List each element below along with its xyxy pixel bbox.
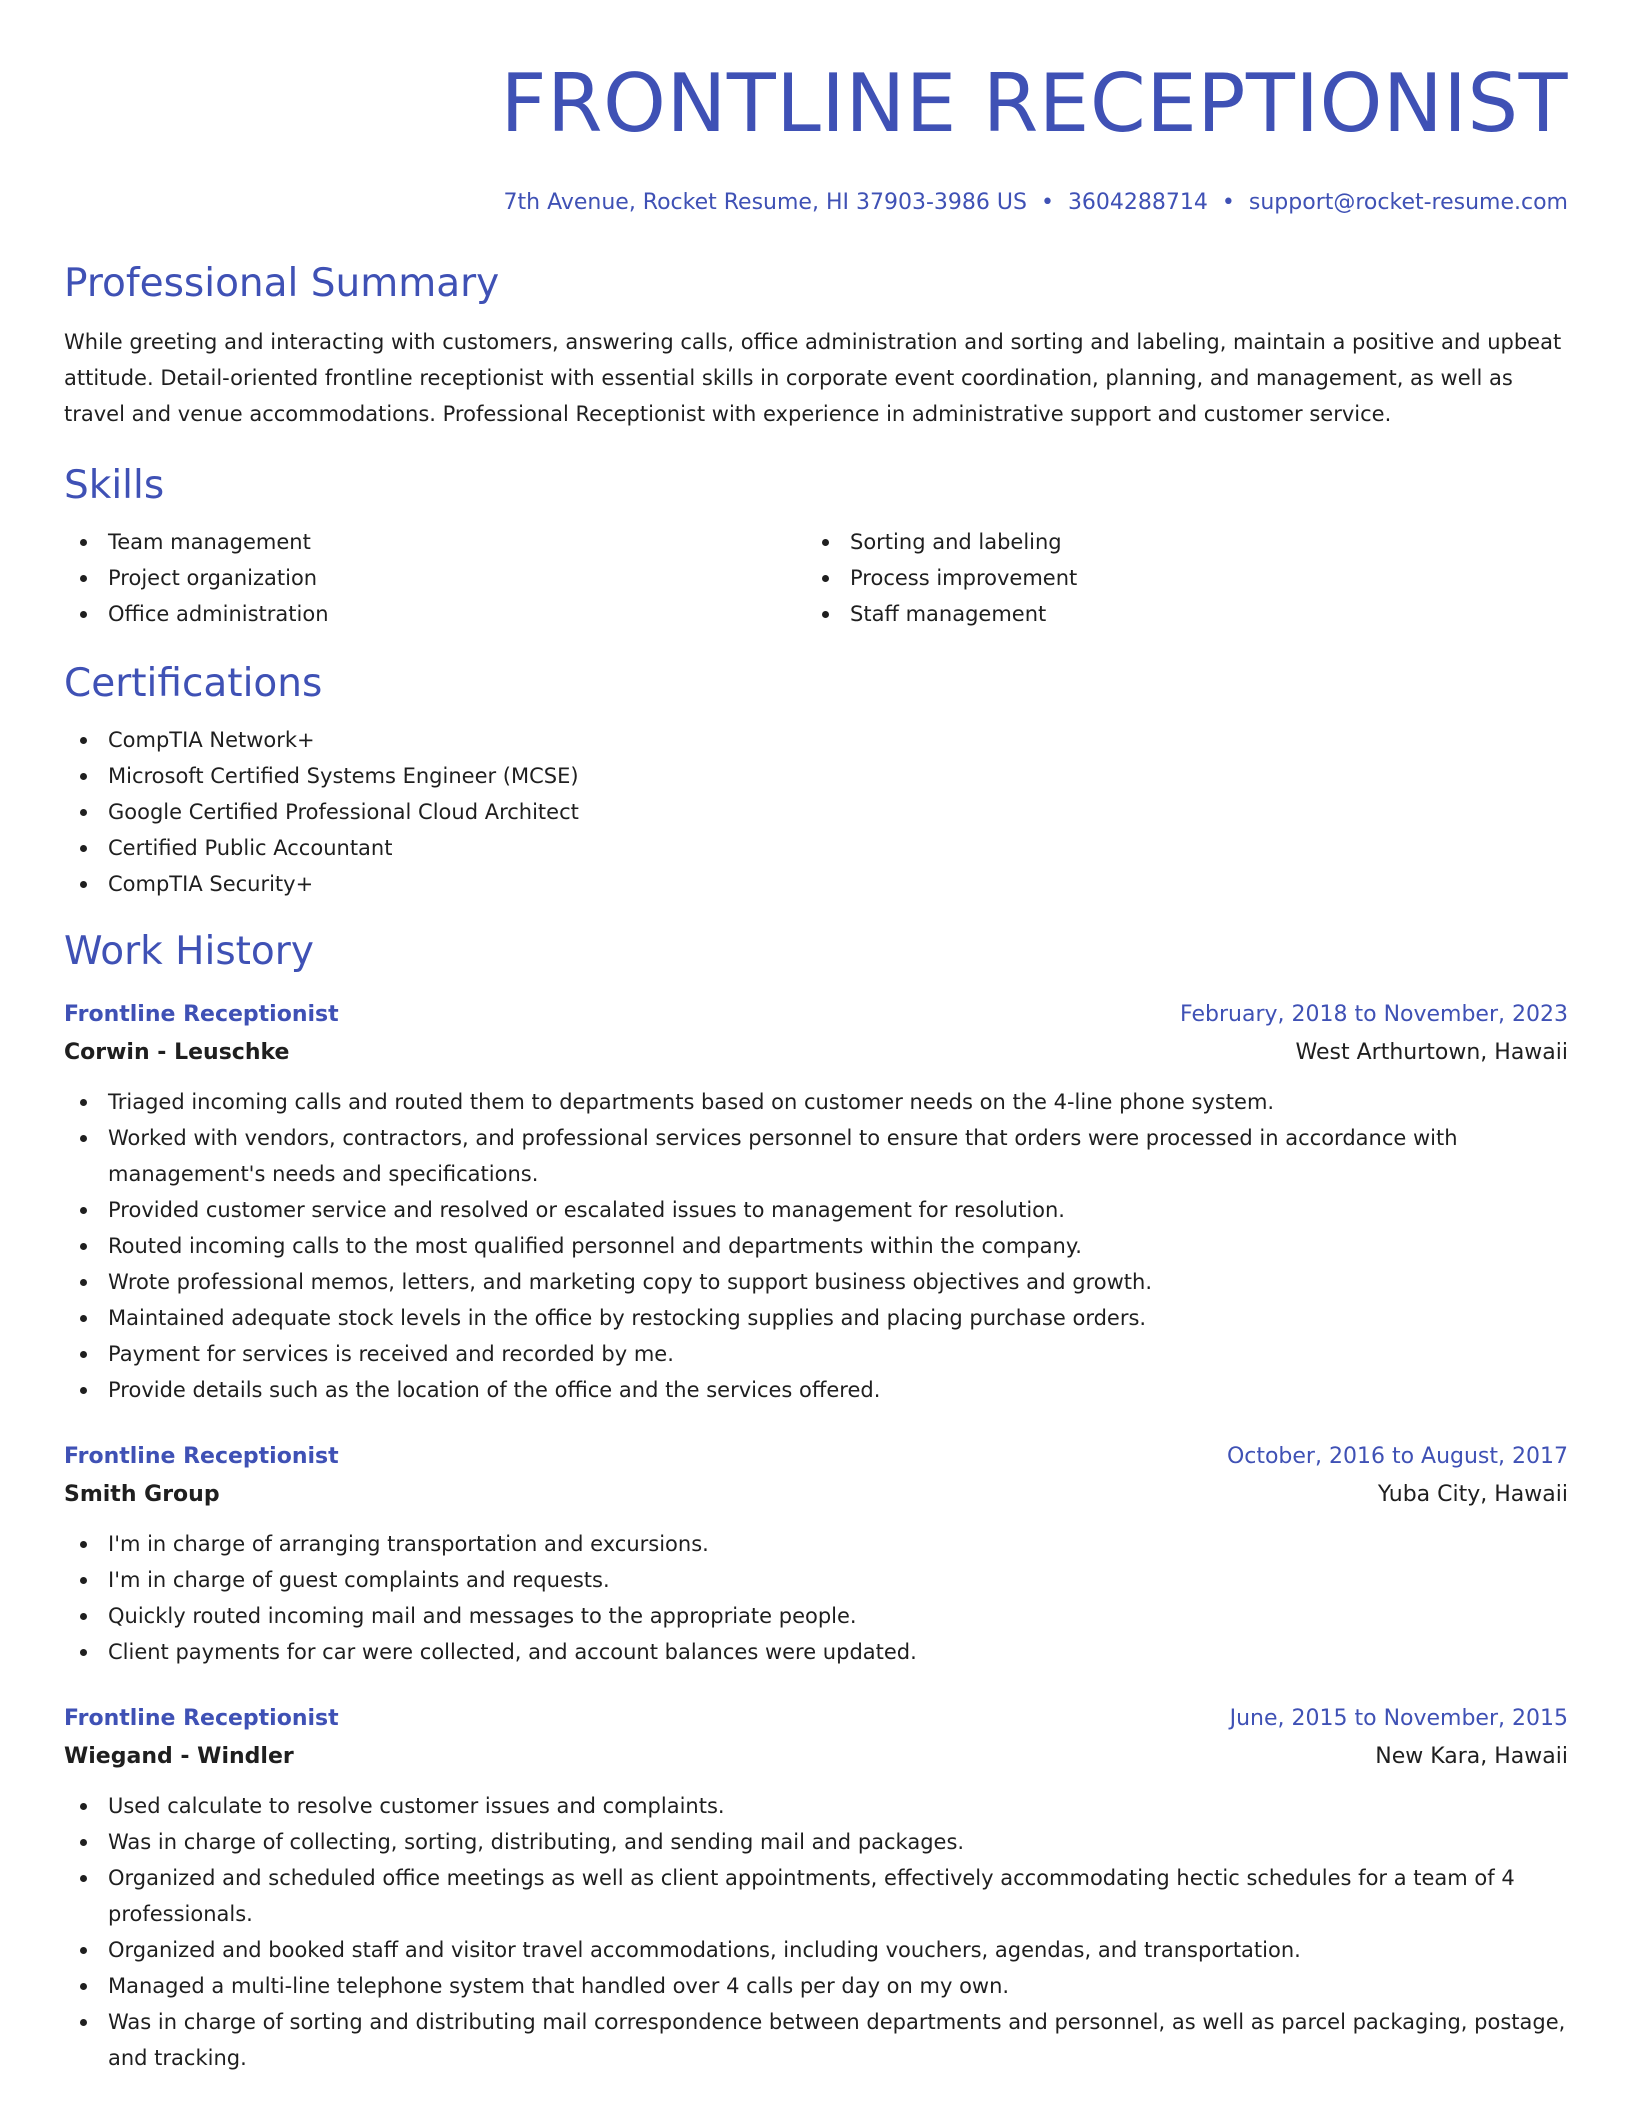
job-entry — [64, 996, 1568, 1408]
resume-header — [64, 52, 1568, 218]
job-header-row — [64, 996, 1568, 1034]
job-bullet-text: I'm in charge of arranging transportation and excursions. — [108, 1532, 709, 1556]
bullet-icon — [80, 575, 87, 582]
job-bullet — [64, 1228, 1568, 1264]
job-company-row — [64, 1738, 1568, 1776]
certification-item — [64, 830, 1568, 866]
job-bullet-text: Maintained adequate stock levels in the office by restocking supplies and placing purchase orders. — [108, 1306, 1147, 1330]
job-title: Frontline Receptionist — [64, 1444, 339, 1469]
bullet-icon — [80, 1279, 87, 1286]
skill-text: Staff management — [850, 602, 1047, 626]
job-company: Smith Group — [64, 1482, 220, 1507]
bullet-icon — [80, 737, 87, 744]
job-bullet-text: Client payments for car were collected, and account balances were updated. — [108, 1640, 917, 1664]
job-bullet — [64, 1860, 1568, 1932]
job-location: Yuba City, Hawaii — [1377, 1482, 1568, 1507]
job-bullet — [64, 1562, 1568, 1598]
job-bullet-text: Was in charge of sorting and distributing mail correspondence between departments and personnel, as well as parcel packaging, postage, and tracking. — [108, 2010, 1566, 2070]
bullet-icon — [80, 845, 87, 852]
work-history-title: Work History — [64, 929, 314, 974]
job-bullets — [64, 1788, 1568, 2076]
job-company-row — [64, 1476, 1568, 1514]
job-location: West Arthurtown, Hawaii — [1295, 1040, 1568, 1065]
summary-text: While greeting and interacting with customers, answering calls, office administration and sorting and labeling, maintain a positive and upbeat attitude. Detail-oriented frontline receptionist with essential skills in corporate event coordination, planning, and management, as well as travel and venue accommodations. Professional Receptionist with experience in administrative support and customer service. — [64, 330, 1562, 426]
bullet-icon — [80, 1649, 87, 1656]
work-history-section — [64, 928, 1568, 2076]
job-bullet — [64, 1788, 1568, 1824]
certification-item — [64, 722, 1568, 758]
job-bullet-text: Used calculate to resolve customer issues and complaints. — [108, 1794, 725, 1818]
job-bullet — [64, 1634, 1568, 1670]
job-location: New Kara, Hawaii — [1375, 1744, 1568, 1769]
job-company: Wiegand - Windler — [64, 1744, 294, 1769]
bullet-icon — [80, 1947, 87, 1954]
job-bullet — [64, 1084, 1568, 1120]
job-dates: October, 2016 to August, 2017 — [1226, 1444, 1568, 1469]
job-bullet-text: Routed incoming calls to the most qualified personnel and departments within the company. — [108, 1234, 1082, 1258]
job-bullet — [64, 1372, 1568, 1408]
job-bullet-text: Wrote professional memos, letters, and marketing copy to support business objectives and growth. — [108, 1270, 1153, 1294]
job-title: Frontline Receptionist — [64, 1706, 339, 1731]
certification-text: CompTIA Network+ — [108, 728, 315, 752]
contact-separator: • — [1221, 190, 1235, 215]
contact-address: 7th Avenue, Rocket Resume, HI 37903-3986 US — [503, 190, 1027, 215]
skills-list-right — [806, 524, 1548, 632]
contact-email: support@rocket-resume.com — [1248, 190, 1568, 215]
job-dates: February, 2018 to November, 2023 — [1180, 1002, 1568, 1027]
bullet-icon — [80, 1577, 87, 1584]
job-bullet-text: I'm in charge of guest complaints and requests. — [108, 1568, 610, 1592]
skill-text: Process improvement — [850, 566, 1078, 590]
bullet-icon — [80, 1541, 87, 1548]
job-bullet-text: Organized and scheduled office meetings as well as client appointments, effectively accommodating hectic schedules for a team of 4 professionals. — [108, 1866, 1515, 1926]
job-bullet-text: Organized and booked staff and visitor travel accommodations, including vouchers, agendas, and transportation. — [108, 1938, 1301, 1962]
job-bullet — [64, 1120, 1568, 1192]
job-bullet — [64, 1526, 1568, 1562]
job-bullet-text: Worked with vendors, contractors, and professional services personnel to ensure that orders were processed in accordance with management's needs and specifications. — [108, 1126, 1458, 1186]
contact-phone: 3604288714 — [1067, 190, 1208, 215]
job-bullets — [64, 1526, 1568, 1670]
skill-item — [64, 524, 806, 560]
skill-item — [806, 560, 1548, 596]
certification-text: Certified Public Accountant — [108, 836, 393, 860]
bullet-icon — [80, 1135, 87, 1142]
job-dates: June, 2015 to November, 2015 — [1229, 1706, 1568, 1731]
job-company: Corwin - Leuschke — [64, 1040, 290, 1065]
bullet-icon — [80, 1613, 87, 1620]
summary-title: Professional Summary — [64, 261, 500, 306]
skill-text: Sorting and labeling — [850, 530, 1062, 554]
bullet-icon — [80, 1243, 87, 1250]
bullet-icon — [822, 611, 829, 618]
bullet-icon — [80, 1351, 87, 1358]
skills-section — [64, 462, 1568, 632]
job-header-row — [64, 1700, 1568, 1738]
skill-item — [64, 596, 806, 632]
skill-item — [64, 560, 806, 596]
job-bullet — [64, 2004, 1568, 2076]
bullet-icon — [80, 1839, 87, 1846]
certification-item — [64, 758, 1568, 794]
bullet-icon — [80, 1207, 87, 1214]
job-bullet — [64, 1598, 1568, 1634]
bullet-icon — [80, 1387, 87, 1394]
bullet-icon — [822, 539, 829, 546]
bullet-icon — [80, 809, 87, 816]
certification-item — [64, 866, 1568, 902]
job-entry — [64, 1438, 1568, 1670]
certifications-title: Certifications — [64, 661, 323, 706]
job-bullet — [64, 1192, 1568, 1228]
job-entry — [64, 1700, 1568, 2076]
job-company-row — [64, 1034, 1568, 1072]
job-bullet-text: Managed a multi-line telephone system that handled over 4 calls per day on my own. — [108, 1974, 1010, 1998]
certification-text: Google Certified Professional Cloud Architect — [108, 800, 579, 824]
job-bullet-text: Triaged incoming calls and routed them to departments based on customer needs on the 4-line phone system. — [108, 1090, 1275, 1114]
certification-text: Microsoft Certified Systems Engineer (MCSE) — [108, 764, 579, 788]
job-bullet-text: Quickly routed incoming mail and messages to the appropriate people. — [108, 1604, 857, 1628]
job-bullet — [64, 1968, 1568, 2004]
summary-section — [64, 260, 1568, 432]
job-bullet — [64, 1824, 1568, 1860]
bullet-icon — [80, 611, 87, 618]
job-bullets — [64, 1084, 1568, 1408]
bullet-icon — [80, 1983, 87, 1990]
bullet-icon — [80, 1315, 87, 1322]
bullet-icon — [80, 773, 87, 780]
bullet-icon — [80, 1875, 87, 1882]
job-bullet — [64, 1932, 1568, 1968]
skills-title: Skills — [64, 463, 165, 508]
skills-grid — [64, 524, 1568, 632]
skills-list-left — [64, 524, 806, 632]
skill-item — [806, 524, 1548, 560]
bullet-icon — [80, 539, 87, 546]
skill-text: Office administration — [108, 602, 329, 626]
job-bullet-text: Provided customer service and resolved or escalated issues to management for resolution. — [108, 1198, 1065, 1222]
contact-separator: • — [1040, 190, 1054, 215]
job-bullet — [64, 1336, 1568, 1372]
bullet-icon — [80, 1099, 87, 1106]
bullet-icon — [80, 2019, 87, 2026]
job-bullet-text: Was in charge of collecting, sorting, distributing, and sending mail and packages. — [108, 1830, 965, 1854]
certifications-list — [64, 722, 1568, 902]
contact-line — [64, 188, 1568, 218]
certification-item — [64, 794, 1568, 830]
job-bullet-text: Payment for services is received and recorded by me. — [108, 1342, 674, 1366]
job-bullet — [64, 1300, 1568, 1336]
bullet-icon — [80, 1803, 87, 1810]
job-title: Frontline Receptionist — [64, 1002, 339, 1027]
bullet-icon — [80, 881, 87, 888]
skill-text: Project organization — [108, 566, 318, 590]
certifications-section — [64, 660, 1568, 902]
job-header-row — [64, 1438, 1568, 1476]
job-bullet — [64, 1264, 1568, 1300]
skill-text: Team management — [108, 530, 311, 554]
skill-item — [806, 596, 1548, 632]
certification-text: CompTIA Security+ — [108, 872, 314, 896]
job-bullet-text: Provide details such as the location of the office and the services offered. — [108, 1378, 881, 1402]
candidate-name: FRONTLINE RECEPTIONIST — [500, 57, 1568, 150]
bullet-icon — [822, 575, 829, 582]
